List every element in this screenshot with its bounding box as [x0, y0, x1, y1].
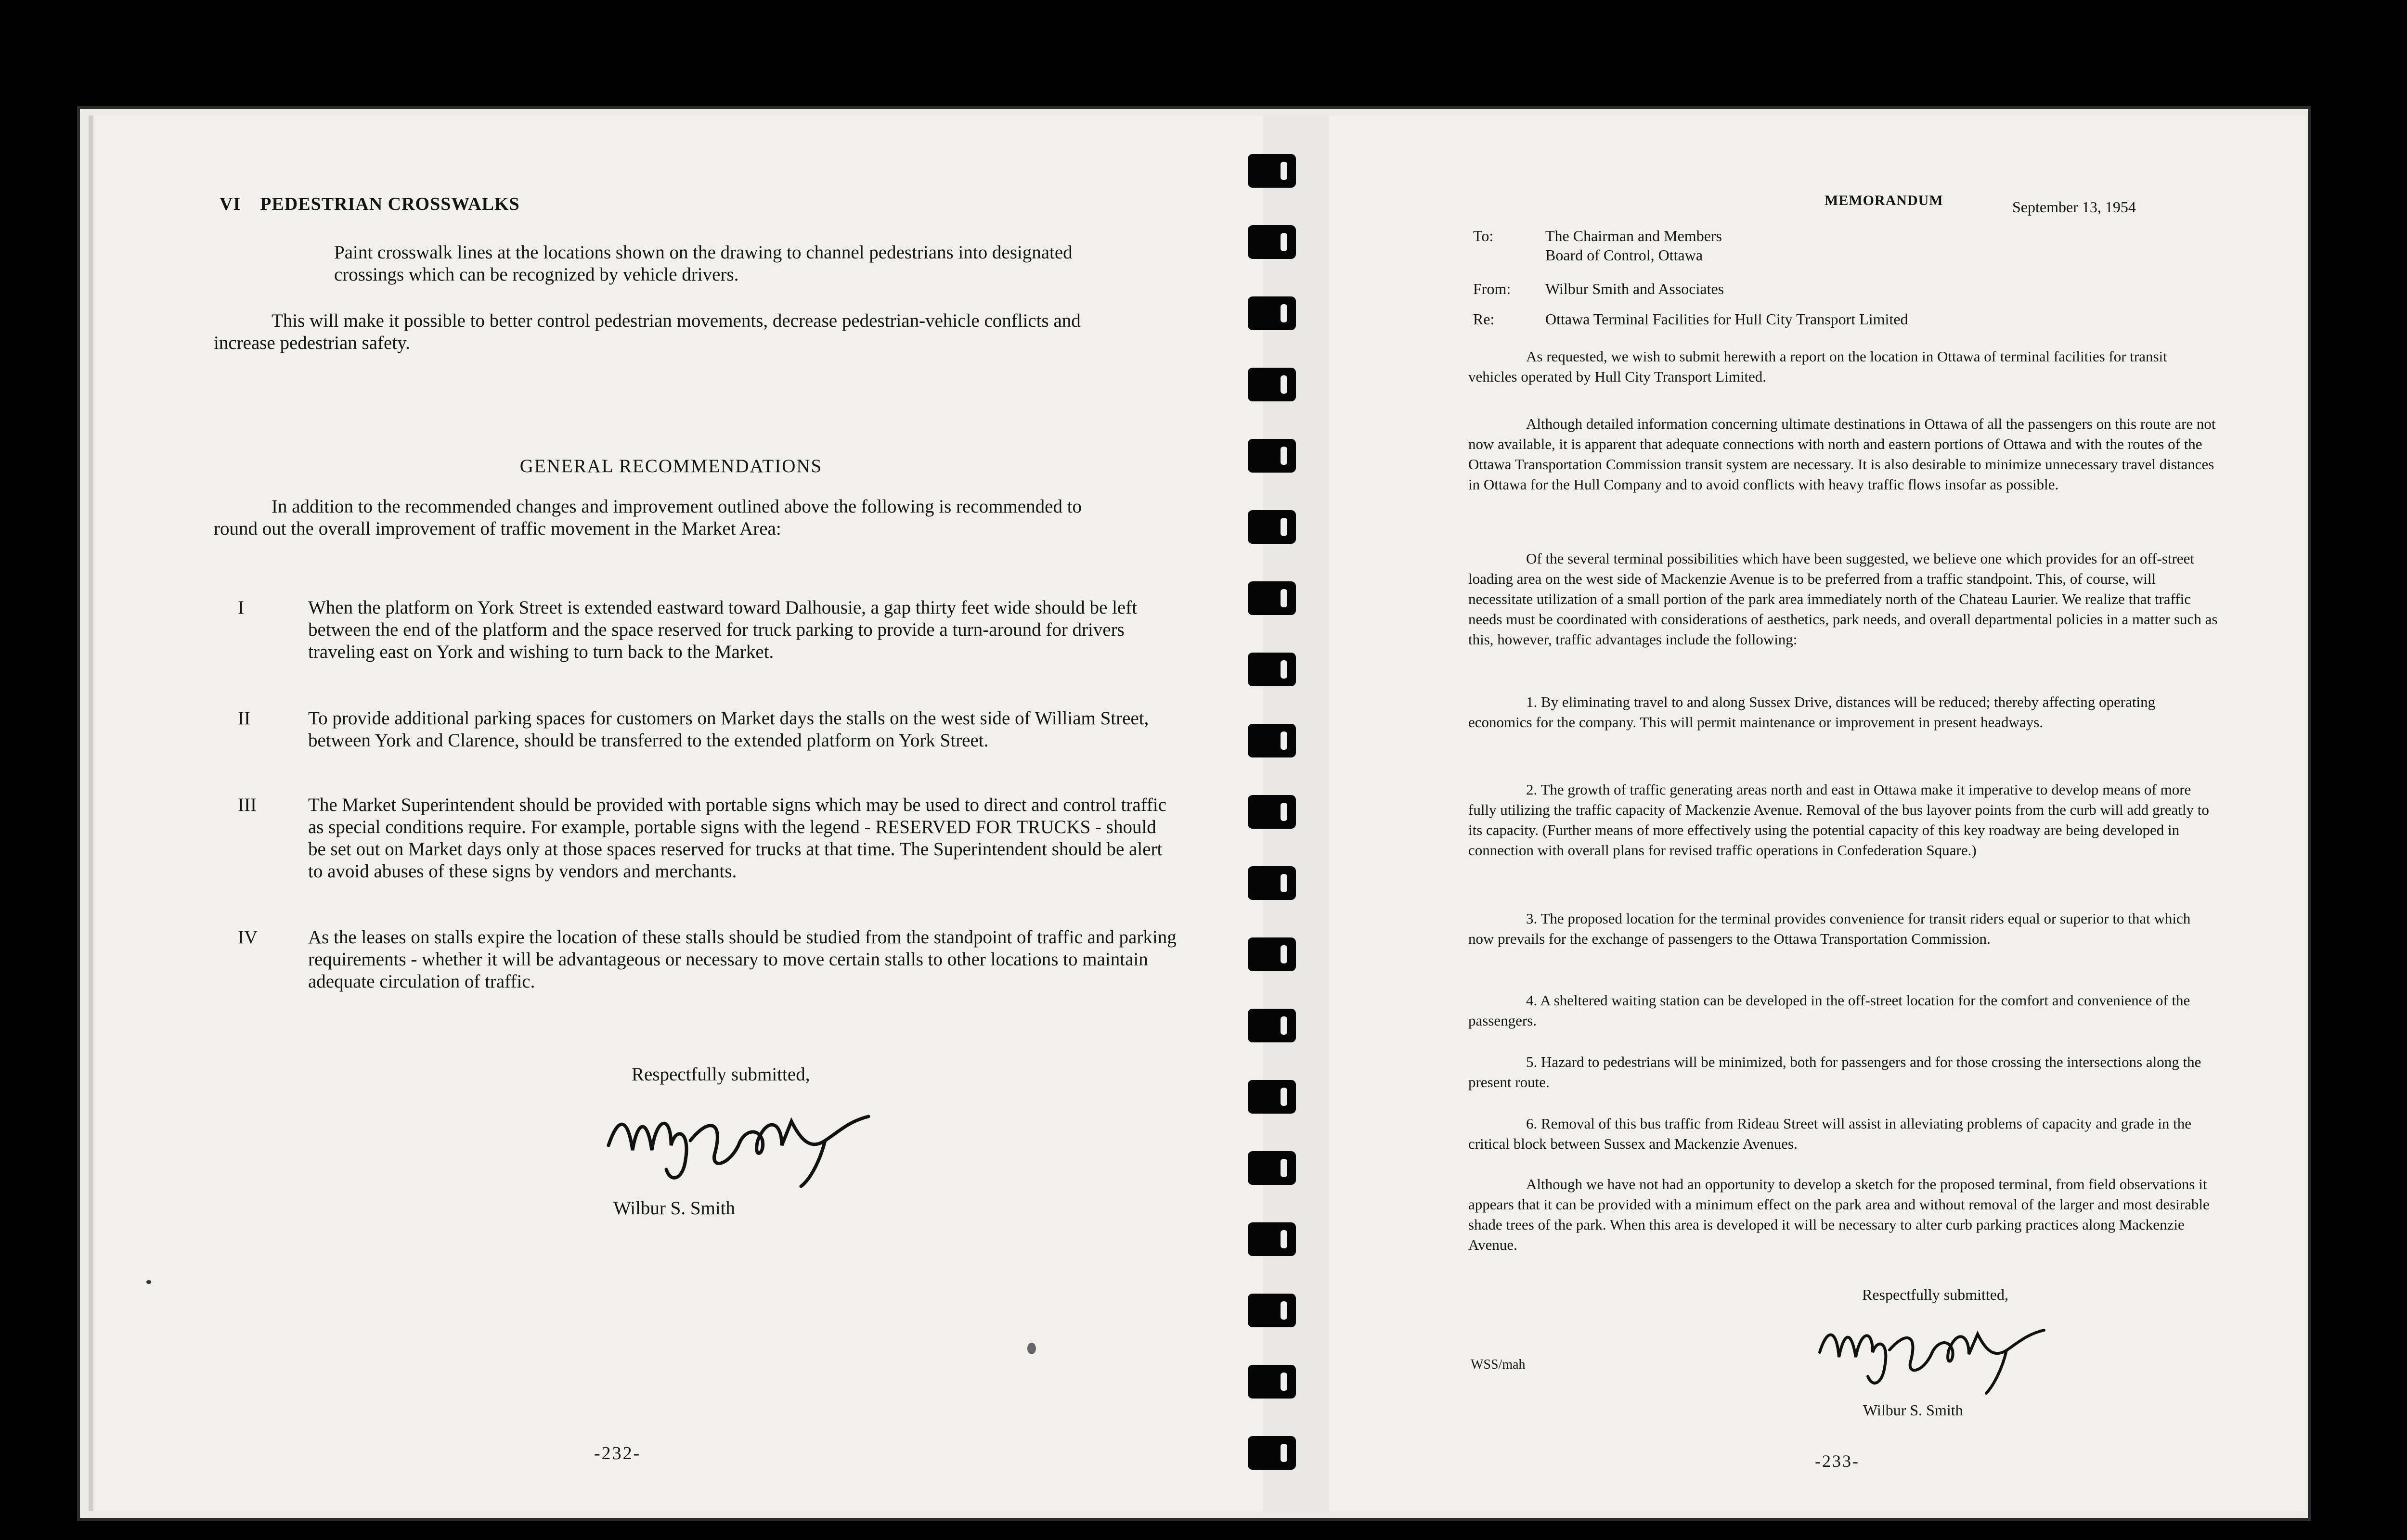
closing-text: Respectfully submitted, [1862, 1286, 2008, 1303]
signer-name: Wilbur S. Smith [1863, 1401, 1963, 1419]
memo-point: 3. The proposed location for the terminal provides convenience for transit riders equal or superior to that which now prevails for the exchange of passengers to the Ottawa Transportation Commission. [1468, 910, 2191, 947]
page-number: -232- [594, 1443, 641, 1463]
open-binder [77, 106, 2311, 1521]
section-title: PEDESTRIAN CROSSWALKS [260, 194, 520, 214]
recommendation-item [238, 707, 1177, 752]
from-label: From: [1473, 280, 1511, 297]
re-label: Re: [1473, 310, 1495, 328]
page-233 [1329, 116, 2306, 1511]
recommendation-item [238, 926, 1177, 993]
binder-ring [1248, 581, 1296, 615]
memo-point: 5. Hazard to pedestrians will be minimized, both for passengers and for those crossing the intersections along the present route. [1468, 1053, 2201, 1091]
to-label: To: [1473, 227, 1494, 244]
binder-ring [1248, 724, 1296, 757]
binder-ring [1248, 795, 1296, 829]
general-recommendations-heading: GENERAL RECOMMENDATIONS [519, 456, 823, 476]
binder-ring [1248, 1436, 1296, 1470]
memo-paragraph-last: Although we have not had an opportunity to develop a sketch for the proposed terminal, from field observations it appears that it can be provided with a minimum effect on the park area and without removal of the larger and most desirable shade trees of the park. When this area is developed it will be necessary to alter curb parking practices along Mackenzie Avenue. [1468, 1176, 2210, 1253]
re-value: Ottawa Terminal Facilities for Hull City Transport Limited [1545, 310, 1908, 328]
binder-ring [1248, 439, 1296, 473]
to-line-1: The Chairman and Members [1545, 227, 1722, 244]
to-line-2: Board of Control, Ottawa [1545, 246, 1703, 264]
recommendation-text: When the platform on York Street is extended eastward toward Dalhousie, a gap thirty feet wide should be left between the end of the platform and the space reserved for truck parking to provide a turn-around for drivers traveling east on York and wishing to turn back to the Market. [308, 597, 1138, 662]
recommendation-item [238, 794, 1177, 883]
section-number: VI [220, 194, 241, 214]
binder-ring [1248, 1009, 1296, 1042]
recommendation-text: To provide additional parking spaces for customers on Market days the stalls on the west side of William Street, between York and Clarence, should be transferred to the extended platform on York Street. [308, 708, 1149, 751]
page-number: -233- [1815, 1451, 1860, 1471]
binder-ring [1248, 1365, 1296, 1399]
from-value: Wilbur Smith and Associates [1545, 280, 1724, 297]
binder-ring [1248, 154, 1296, 188]
signer-name: Wilbur S. Smith [613, 1198, 736, 1219]
general-intro-paragraph: In addition to the recommended changes and improvement outlined above the following is recommended to round out the overall improvement of traffic movement in the Market Area: [214, 496, 1082, 539]
closing-text: Respectfully submitted, [632, 1064, 810, 1085]
binder-ring [1248, 225, 1296, 259]
recommendation-numeral: III [238, 795, 257, 815]
page-232 [89, 116, 1263, 1511]
binder-ring [1248, 1294, 1296, 1327]
memo-paragraph-2: Although detailed information concerning ultimate destinations in Ottawa of all the passengers on this route are not now available, it is apparent that adequate connections with north and eastern portions of Ottawa and with the routes of the Ottawa Transportation Commission transit system are necessary. It is also desirable to minimize unnecessary travel distances in Ottawa for the Hull Company and to avoid conflicts with heavy traffic flows insofar as possible. [1468, 415, 2216, 493]
recommendation-numeral: II [238, 708, 250, 729]
signature-image [1810, 1304, 2060, 1400]
recommendation-item [238, 597, 1177, 663]
memo-point: 1. By eliminating travel to and along Sussex Drive, distances will be reduced; thereby affecting operating economics for the company. This will permit maintenance or improvement in present headways. [1468, 693, 2156, 731]
typist-initials: WSS/mah [1471, 1357, 1526, 1372]
binder-ring [1248, 510, 1296, 544]
binder-ring [1248, 1080, 1296, 1114]
recommendation-numeral: I [238, 597, 244, 618]
memo-point: 6. Removal of this bus traffic from Rideau Street will assist in alleviating problems of capacity and grade in the critical block between Sussex and Mackenzie Avenues. [1468, 1115, 2192, 1152]
binder-ring [1248, 368, 1296, 401]
memo-paragraph-3: Of the several terminal possibilities which have been suggested, we believe one which provides for an off-street loading area on the west side of Mackenzie Avenue is to be preferred from a traffic standpoint. This, of course, will necessitate utilization of a small portion of the park area immediately north of the Chateau Laurier. We realize that traffic needs must be coordinated with considerations of aesthetics, park needs, and overall departmental policies in a matter such as this, however, traffic advantages include the following: [1468, 550, 2218, 648]
memo-point: 2. The growth of traffic generating areas north and east in Ottawa make it imperative to develop means of more fully utilizing the traffic capacity of Mackenzie Avenue. Removal of the bus layover points from the curb will add greatly to its capacity. (Further means of more effectively using the potential capacity of this key roadway are being developed in connection with overall plans for revised traffic operations in Confederation Square.) [1468, 781, 2209, 859]
binder-ring [1248, 1222, 1296, 1256]
recommendation-numeral: IV [238, 927, 258, 948]
signature-image [599, 1088, 897, 1194]
memo-to-row [1473, 226, 1722, 265]
binder-ring [1248, 653, 1296, 686]
binder-ring [1248, 937, 1296, 971]
crosswalk-paragraph-1: Paint crosswalk lines at the locations shown on the drawing to channel pedestrians into designated crossings which can be recognized by vehicle drivers. [334, 242, 1073, 285]
recommendation-text: As the leases on stalls expire the location of these stalls should be studied from the standpoint of traffic and parking requirements - whether it will be advantageous or necessary to move certain stalls to other locations to maintain adequate circulation of traffic. [308, 927, 1177, 992]
memo-paragraph-1: As requested, we wish to submit herewith a report on the location in Ottawa of terminal facilities for transit vehicles operated by Hull City Transport Limited. [1468, 348, 2167, 385]
recommendation-text: The Market Superintendent should be provided with portable signs which may be used to direct and control traffic as special conditions require. For example, portable signs with the legend - RESERVED FOR TRUCKS - should be set out on Market days only at those spaces reserved for trucks at that time. The Superintendent should be alert to avoid abuses of these signs by vendors and merchants. [308, 795, 1167, 882]
binder-ring [1248, 296, 1296, 330]
paper-speck [1027, 1343, 1036, 1354]
memo-from-row [1473, 279, 1724, 298]
memo-heading: MEMORANDUM [1825, 192, 1943, 208]
section-heading [220, 193, 520, 215]
memo-date: September 13, 1954 [2012, 198, 2136, 216]
binder-ring [1248, 866, 1296, 900]
memo-point: 4. A sheltered waiting station can be developed in the off-street location for the comfort and convenience of the passengers. [1468, 992, 2190, 1029]
memo-re-row [1473, 309, 1908, 329]
binder-ring [1248, 1151, 1296, 1185]
crosswalk-paragraph-2: This will make it possible to better control pedestrian movements, decrease pedestrian-vehicle conflicts and increase pedestrian safety. [214, 310, 1081, 353]
paper-speck [146, 1280, 151, 1284]
